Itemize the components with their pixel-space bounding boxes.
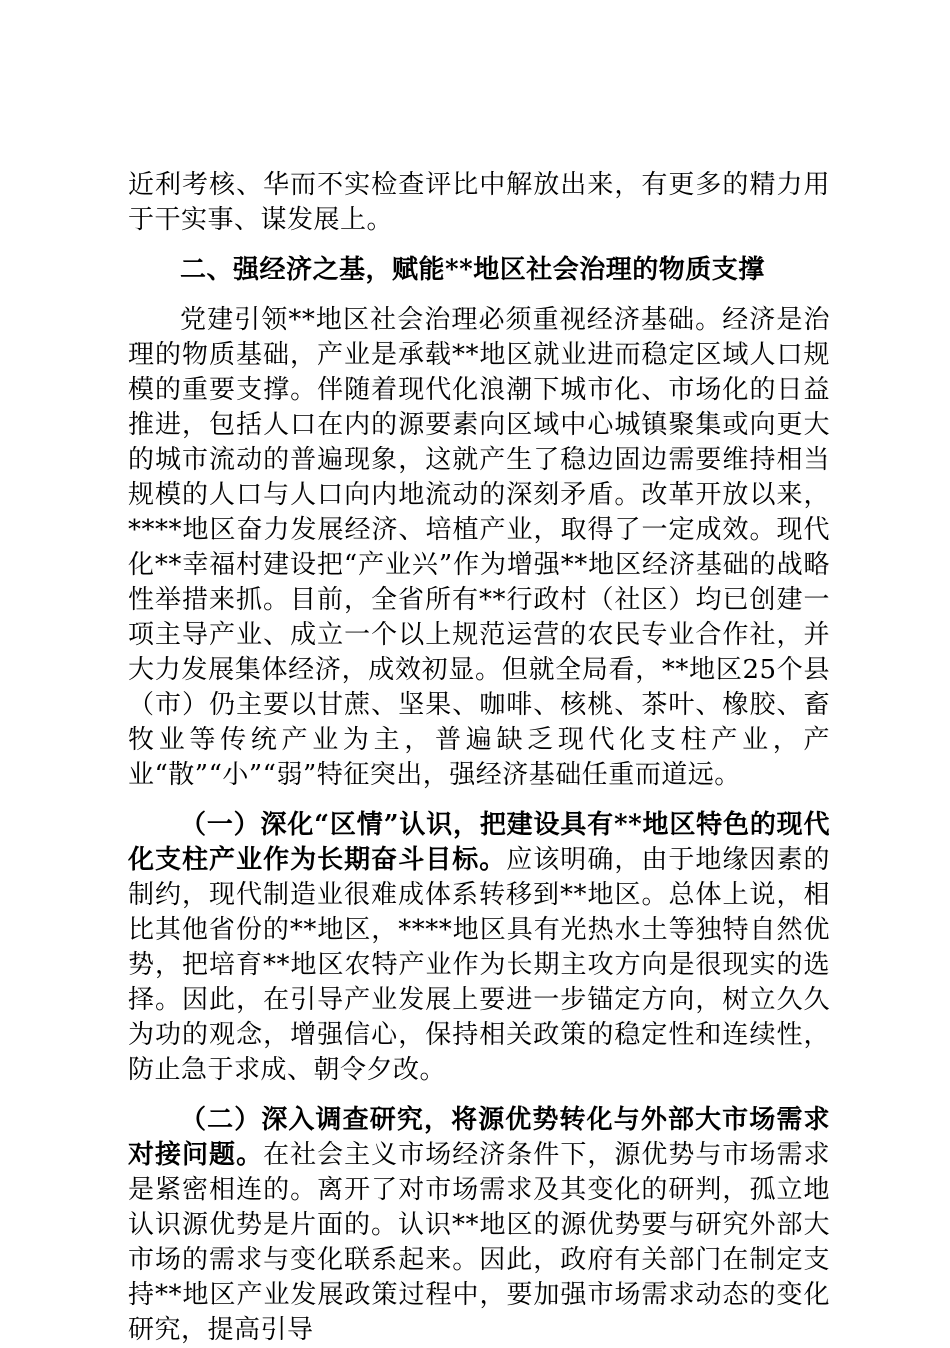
point-one-lead: （一）深化“区情”认识，把建设具有**地区特色的现代化支柱产业作为长期奋斗目标。 [128,810,830,875]
paragraph-point-one [128,808,830,1088]
paragraph-point-two [128,1103,830,1348]
point-two-body: 在社会主义市场经济条件下，源优势与市场需求是紧密相连的。离开了对市场需求及其变化的研判，孤立地认识源优势是片面的。认识**地区的源优势要与研究外部大市场的需求与变化联系起来。因此，政府有关部门在制定支持**地区产业发展政策过程中，要加强市场需求动态的变化研究，提高引导 [128,1140,830,1345]
section-heading: 二、强经济之基，赋能**地区社会治理的物质支撑 [180,255,765,285]
point-two-lead: （二）深入调查研究，将源优势转化与外部大市场需求对接问题。 [128,1105,830,1170]
point-one-body: 应该明确，由于地缘因素的制约，现代制造业很难成体系转移到**地区。总体上说，相比其他省份的**地区，****地区具有光热水土等独特自然优势，把培育**地区农特产业作为长期主攻方向是很现实的选择。因此，在引导产业发展上要进一步锚定方向，树立久久为功的观念，增强信心，保持相关政策的稳定性和连续性，防止急于求成、朝令夕改。 [128,845,830,1085]
paragraph-continuation: 近利考核、华而不实检查评比中解放出来，有更多的精力用于干实事、谋发展上。 [128,170,830,235]
paragraph-economy-foundation: 党建引领**地区社会治理必须重视经济基础。经济是治理的物质基础，产业是承载**地区就业进而稳定区域人口规模的重要支撑。伴随着现代化浪潮下城市化、市场化的日益推进，包括人口在内的源要素向区域中心城镇聚集或向更大的城市流动的普遍现象，这就产生了稳边固边需要维持相当规模的人口与人口向内地流动的深刻矛盾。改革开放以来，****地区奋力发展经济、培植产业，取得了一定成效。现代化**幸福村建设把“产业兴”作为增强**地区经济基础的战略性举措来抓。目前，全省所有**行政村（社区）均已创建一项主导产业、成立一个以上规范运营的农民专业合作社，并大力发展集体经济，成效初显。但就全局看，**地区25个县（市）仍主要以甘蔗、坚果、咖啡、核桃、茶叶、橡胶、畜牧业等传统产业为主，普遍缺乏现代化支柱产业，产业“散”“小”“弱”特征突出，强经济基础任重而道远。 [128,305,830,790]
document-body [128,168,830,1348]
